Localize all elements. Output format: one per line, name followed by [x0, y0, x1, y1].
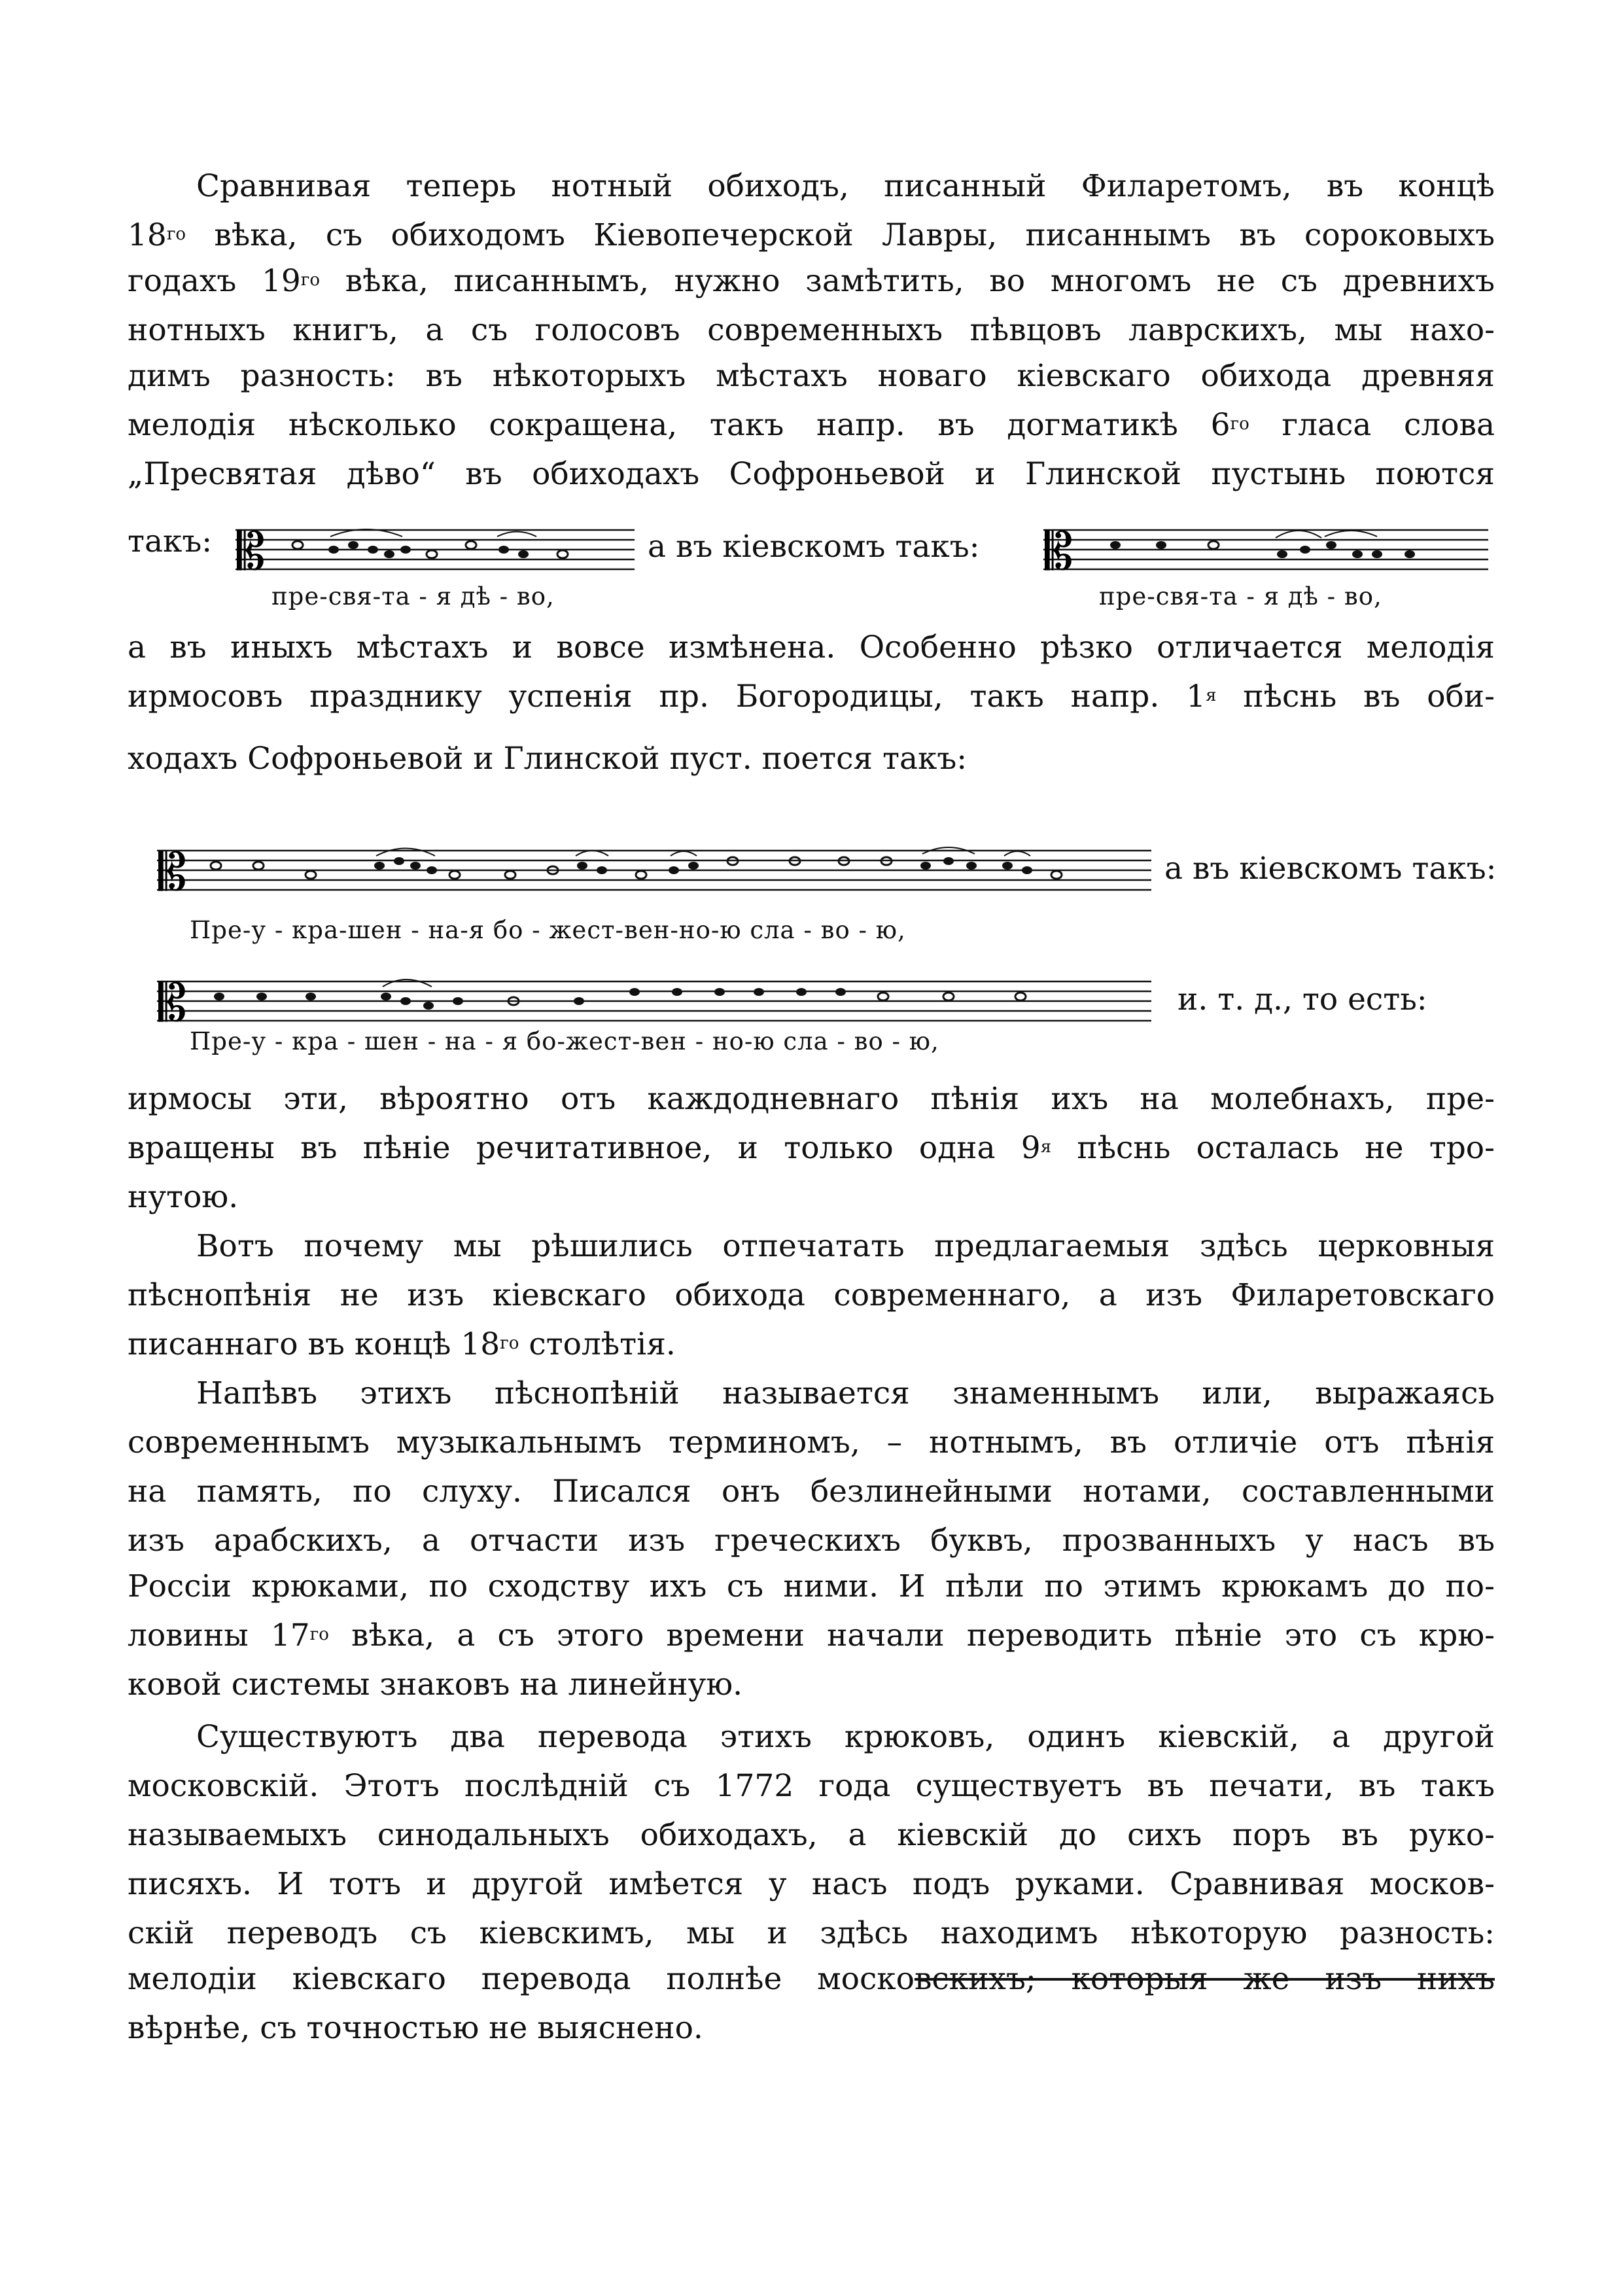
paragraph-5-line-5: скій переводъ съ кіевскимъ, мы и здѣсь находимъ нѣкоторую разность:	[128, 1915, 1495, 1951]
lyric-inline-a: пре-свя-та - я дѣ - во,	[271, 582, 555, 610]
paragraph-4-line-6: ловины $17^{го}$ вѣка, а съ этого времени начали переводить пѣніе это съ крю-	[128, 1617, 1495, 1653]
staff-2-suffix-text: и. т. д., то есть:	[1178, 981, 1427, 1017]
paragraph-3-line-2: пѣснопѣнія не изъ кіевскаго обихода современнаго, а изъ Филаретовскаго	[128, 1277, 1495, 1313]
paragraph-5-line-6: мелодіи кіевскаго перевода полнѣе московскихъ; которыя же изъ нихъ	[128, 1961, 1495, 1997]
struck-text: вскихъ; которыя же изъ нихъ	[914, 1961, 1495, 1997]
paragraph-1-line-11: ходахъ Софроньевой и Глинской пуст. поется такъ:	[128, 741, 968, 777]
c-clef-icon: 𝄡	[1045, 523, 1073, 582]
paragraph-3-line-1: Вотъ почему мы рѣшились отпечатать предлагаемыя здѣсь церковныя	[196, 1228, 1495, 1264]
paragraph-4-line-3: на память, по слуху. Писался онъ безлинейными нотами, составленными	[128, 1474, 1495, 1510]
c-clef-icon: 𝄡	[158, 974, 187, 1033]
paragraph-5-line-3: называемыхъ синодальныхъ обиходахъ, а кіевскій до сихъ поръ въ руко-	[128, 1817, 1495, 1853]
paragraph-2-line-1: ирмосы эти, вѣроятно отъ каждодневнаго пѣнія ихъ на молебнахъ, пре-	[128, 1081, 1495, 1117]
paragraph-1-line-10: ирмосовъ празднику успенія пр. Богородицы, такъ напр. $1^я$ пѣснь въ оби-	[128, 679, 1495, 715]
inline-middle-text: а въ кіевскомъ такъ:	[648, 529, 980, 565]
lyric-inline-b: пре-свя-та - я дѣ - во,	[1099, 582, 1382, 610]
paragraph-1-line-3: годахъ $19^{го}$ вѣка, писаннымъ, нужно замѣтить, во многомъ не съ древнихъ	[128, 263, 1495, 299]
c-clef-icon: 𝄡	[158, 843, 187, 902]
paragraph-5-line-7: вѣрнѣе, съ точностью не выяснено.	[128, 2010, 703, 2046]
staff-1-lyric: Пре-у - кра-шен - на-я бо - жест-вен-но-ю сла - во - ю,	[190, 916, 906, 944]
staff-2-lyric: Пре-у - кра - шен - на - я бо-жест-вен - но-ю сла - во - ю,	[190, 1027, 939, 1055]
paragraph-1-line-5: димъ разность: въ нѣкоторыхъ мѣстахъ новаго кіевскаго обихода древняя	[128, 358, 1495, 394]
c-clef-icon: 𝄡	[237, 523, 266, 582]
paragraph-5-line-1: Существуютъ два перевода этихъ крюковъ, одинъ кіевскій, а другой	[196, 1719, 1495, 1755]
paragraph-2-line-2: вращены въ пѣніе речитативное, и только одна $9^я$ пѣснь осталась не тро-	[128, 1130, 1495, 1166]
paragraph-1-line-9: а въ иныхъ мѣстахъ и вовсе измѣнена. Особенно рѣзко отличается мелодія	[128, 629, 1495, 665]
paragraph-1-line-1: Сравнивая теперь нотный обиходъ, писанный Филаретомъ, въ концѣ	[196, 168, 1495, 204]
staff-1-suffix-text: а въ кіевскомъ такъ:	[1164, 851, 1497, 887]
paragraph-4-line-7: ковой системы знаковъ на линейную.	[128, 1667, 743, 1703]
inline-prefix-text: такъ:	[128, 523, 213, 559]
music-staff-inline-a	[236, 517, 635, 582]
paragraph-4-line-5: Россіи крюками, по сходству ихъ съ ними. И пѣли по этимъ крюкамъ до по-	[128, 1568, 1495, 1604]
paragraph-2-line-3: нутою.	[128, 1179, 239, 1215]
paragraph-5-line-4: писяхъ. И тотъ и другой имѣется у насъ подъ руками. Сравнивая москов-	[128, 1866, 1495, 1902]
music-staff-1	[157, 838, 1151, 910]
paragraph-4-line-4: изъ арабскихъ, а отчасти изъ греческихъ буквъ, прозванныхъ у насъ въ	[128, 1523, 1495, 1559]
paragraph-3-line-3: писаннаго въ концѣ $18^{го}$ столѣтія.	[128, 1326, 676, 1362]
paragraph-1-line-7: „Пресвятая дѣво“ въ обиходахъ Софроньевой и Глинской пустынь поются	[128, 456, 1495, 492]
paragraph-4-line-2: современнымъ музыкальнымъ терминомъ, – нотнымъ, въ отличіе отъ пѣнія	[128, 1424, 1495, 1460]
music-staff-inline-b	[1043, 517, 1488, 582]
paragraph-5-line-2: московскій. Этотъ послѣдній съ 1772 года существуетъ въ печати, въ такъ	[128, 1768, 1495, 1804]
paragraph-1-line-6: мелодія нѣсколько сокращена, такъ напр. въ догматикѣ $6^{го}$ гласа слова	[128, 407, 1495, 443]
paragraph-1-line-2: $18^{го}$ вѣка, съ обиходомъ Кіевопечерской Лавры, писаннымъ въ сороковыхъ	[128, 217, 1495, 253]
paragraph-4-line-1: Напѣвъ этихъ пѣснопѣній называется знаменнымъ или, выражаясь	[196, 1375, 1495, 1411]
paragraph-1-line-4: нотныхъ книгъ, а съ голосовъ современныхъ пѣвцовъ лаврскихъ, мы нахо-	[128, 312, 1495, 348]
